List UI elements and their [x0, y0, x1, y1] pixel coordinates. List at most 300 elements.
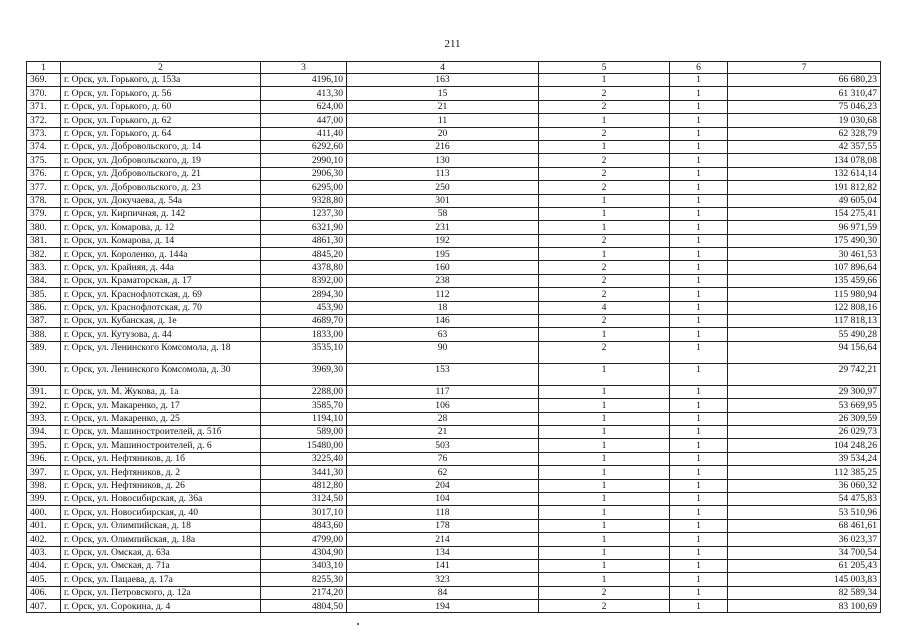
col6-cell: 1	[670, 154, 728, 167]
area-cell: 3225,40	[261, 452, 347, 465]
table-row	[27, 412, 881, 425]
address-cell: г. Орск, ул. Горького, д. 62	[61, 114, 261, 127]
table-row	[27, 127, 881, 140]
table-row	[27, 363, 881, 385]
row-number: 393.	[27, 412, 61, 425]
table-row	[27, 341, 881, 363]
address-cell: г. Орск, ул. Крайняя, д. 44а	[61, 261, 261, 274]
amount-cell: 34 700,54	[728, 546, 881, 559]
area-cell: 8392,00	[261, 274, 347, 287]
row-number: 376.	[27, 167, 61, 180]
area-cell: 15480,00	[261, 439, 347, 452]
amount-cell: 53 510,96	[728, 506, 881, 519]
address-cell: г. Орск, ул. Олимпийская, д. 18а	[61, 533, 261, 546]
col5-cell: 2	[539, 154, 670, 167]
area-cell: 8255,30	[261, 573, 347, 586]
table-row	[27, 399, 881, 412]
residents-cell: 178	[347, 519, 539, 532]
row-number: 397.	[27, 466, 61, 479]
amount-cell: 83 100,69	[728, 600, 881, 613]
area-cell: 4812,80	[261, 479, 347, 492]
address-cell: г. Орск, ул. Омская, д. 71а	[61, 559, 261, 572]
col6-cell: 1	[670, 74, 728, 87]
area-cell: 2894,30	[261, 288, 347, 301]
col6-cell: 1	[670, 181, 728, 194]
col6-cell: 1	[670, 140, 728, 153]
residents-cell: 76	[347, 452, 539, 465]
col6-cell: 1	[670, 506, 728, 519]
address-cell: г. Орск, ул. Добровольского, д. 21	[61, 167, 261, 180]
housing-registry-table	[26, 61, 881, 613]
amount-cell: 191 812,82	[728, 181, 881, 194]
amount-cell: 75 046,23	[728, 100, 881, 113]
table-row	[27, 181, 881, 194]
residents-cell: 18	[347, 301, 539, 314]
area-cell: 4861,30	[261, 234, 347, 247]
area-cell: 3535,10	[261, 341, 347, 363]
area-cell: 447,00	[261, 114, 347, 127]
table-row	[27, 533, 881, 546]
area-cell: 3124,50	[261, 492, 347, 505]
row-number: 377.	[27, 181, 61, 194]
table-row	[27, 479, 881, 492]
col5-cell: 1	[539, 74, 670, 87]
col5-cell: 1	[539, 519, 670, 532]
col5-cell: 2	[539, 234, 670, 247]
col5-cell: 1	[539, 412, 670, 425]
col5-cell: 1	[539, 399, 670, 412]
row-number: 378.	[27, 194, 61, 207]
col5-cell: 2	[539, 600, 670, 613]
area-cell: 4689,70	[261, 315, 347, 328]
col6-cell: 1	[670, 466, 728, 479]
area-cell: 2990,10	[261, 154, 347, 167]
area-cell: 453,90	[261, 301, 347, 314]
amount-cell: 19 030,68	[728, 114, 881, 127]
address-cell: г. Орск, ул. Добровольского, д. 14	[61, 140, 261, 153]
amount-cell: 145 003,83	[728, 573, 881, 586]
row-number: 371.	[27, 100, 61, 113]
area-cell: 2288,00	[261, 385, 347, 398]
address-cell: г. Орск, ул. Сорокина, д. 4	[61, 600, 261, 613]
col6-cell: 1	[670, 412, 728, 425]
residents-cell: 113	[347, 167, 539, 180]
col5-cell: 1	[539, 492, 670, 505]
col5-cell: 2	[539, 315, 670, 328]
row-number: 389.	[27, 341, 61, 363]
col5-cell: 4	[539, 301, 670, 314]
residents-cell: 63	[347, 328, 539, 341]
amount-cell: 26 029,73	[728, 425, 881, 438]
amount-cell: 68 461,61	[728, 519, 881, 532]
area-cell: 1833,00	[261, 328, 347, 341]
col5-cell: 2	[539, 288, 670, 301]
table-row	[27, 140, 881, 153]
residents-cell: 15	[347, 87, 539, 100]
column-header: 1	[27, 62, 61, 74]
table-row	[27, 301, 881, 314]
residents-cell: 118	[347, 506, 539, 519]
area-cell: 4804,50	[261, 600, 347, 613]
residents-cell: 250	[347, 181, 539, 194]
row-number: 383.	[27, 261, 61, 274]
row-number: 386.	[27, 301, 61, 314]
col5-cell: 1	[539, 506, 670, 519]
col5-cell: 2	[539, 100, 670, 113]
amount-cell: 175 490,30	[728, 234, 881, 247]
col6-cell: 1	[670, 519, 728, 532]
area-cell: 6295,00	[261, 181, 347, 194]
col5-cell: 1	[539, 248, 670, 261]
address-cell: г. Орск, ул. Ленинского Комсомола, д. 18	[61, 341, 261, 363]
address-cell: г. Орск, ул. Кутузова, д. 44	[61, 328, 261, 341]
table-row	[27, 425, 881, 438]
table-row	[27, 114, 881, 127]
address-cell: г. Орск, ул. Нефтяников, д. 1б	[61, 452, 261, 465]
address-cell: г. Орск, ул. Краматорская, д. 17	[61, 274, 261, 287]
col6-cell: 1	[670, 586, 728, 599]
residents-cell: 163	[347, 74, 539, 87]
row-number: 398.	[27, 479, 61, 492]
residents-cell: 204	[347, 479, 539, 492]
table-row	[27, 519, 881, 532]
col6-cell: 1	[670, 328, 728, 341]
amount-cell: 117 818,13	[728, 315, 881, 328]
address-cell: г. Орск, ул. Петровского, д. 12а	[61, 586, 261, 599]
residents-cell: 160	[347, 261, 539, 274]
row-number: 407.	[27, 600, 61, 613]
col6-cell: 1	[670, 127, 728, 140]
residents-cell: 192	[347, 234, 539, 247]
row-number: 391.	[27, 385, 61, 398]
address-cell: г. Орск, ул. Докучаева, д. 54а	[61, 194, 261, 207]
amount-cell: 29 300,97	[728, 385, 881, 398]
col5-cell: 1	[539, 385, 670, 398]
address-cell: г. Орск, ул. Нефтяников, д. 2	[61, 466, 261, 479]
residents-cell: 28	[347, 412, 539, 425]
col6-cell: 1	[670, 234, 728, 247]
col5-cell: 1	[539, 363, 670, 385]
col5-cell: 2	[539, 261, 670, 274]
scan-dot	[357, 623, 359, 625]
col6-cell: 1	[670, 301, 728, 314]
amount-cell: 61 310,47	[728, 87, 881, 100]
amount-cell: 62 328,79	[728, 127, 881, 140]
table-row	[27, 261, 881, 274]
residents-cell: 214	[347, 533, 539, 546]
table-row	[27, 559, 881, 572]
address-cell: г. Орск, ул. Короленко, д. 144а	[61, 248, 261, 261]
row-number: 369.	[27, 74, 61, 87]
col6-cell: 1	[670, 261, 728, 274]
amount-cell: 82 589,34	[728, 586, 881, 599]
col6-cell: 1	[670, 363, 728, 385]
col5-cell: 1	[539, 439, 670, 452]
address-cell: г. Орск, ул. Макаренко, д. 25	[61, 412, 261, 425]
col5-cell: 2	[539, 167, 670, 180]
row-number: 390.	[27, 363, 61, 385]
table-row	[27, 546, 881, 559]
row-number: 374.	[27, 140, 61, 153]
amount-cell: 132 614,14	[728, 167, 881, 180]
row-number: 406.	[27, 586, 61, 599]
col6-cell: 1	[670, 87, 728, 100]
address-cell: г. Орск, ул. Новосибирская, д. 40	[61, 506, 261, 519]
residents-cell: 21	[347, 425, 539, 438]
table-header-row	[27, 62, 881, 74]
col6-cell: 1	[670, 559, 728, 572]
residents-cell: 58	[347, 207, 539, 220]
col6-cell: 1	[670, 274, 728, 287]
col5-cell: 2	[539, 87, 670, 100]
col6-cell: 1	[670, 600, 728, 613]
residents-cell: 195	[347, 248, 539, 261]
col6-cell: 1	[670, 315, 728, 328]
col5-cell: 1	[539, 546, 670, 559]
area-cell: 3585,70	[261, 399, 347, 412]
address-cell: г. Орск, ул. Кирпичная, д. 142	[61, 207, 261, 220]
row-number: 372.	[27, 114, 61, 127]
row-number: 402.	[27, 533, 61, 546]
table-row	[27, 154, 881, 167]
address-cell: г. Орск, ул. Комарова, д. 14	[61, 234, 261, 247]
amount-cell: 53 669,95	[728, 399, 881, 412]
row-number: 373.	[27, 127, 61, 140]
area-cell: 2174,20	[261, 586, 347, 599]
residents-cell: 106	[347, 399, 539, 412]
col6-cell: 1	[670, 341, 728, 363]
col5-cell: 2	[539, 181, 670, 194]
amount-cell: 39 534,24	[728, 452, 881, 465]
col6-cell: 1	[670, 533, 728, 546]
col6-cell: 1	[670, 221, 728, 234]
area-cell: 413,30	[261, 87, 347, 100]
row-number: 370.	[27, 87, 61, 100]
table-row	[27, 452, 881, 465]
table-row	[27, 600, 881, 613]
col5-cell: 2	[539, 274, 670, 287]
table-row	[27, 234, 881, 247]
address-cell: г. Орск, ул. М. Жукова, д. 1а	[61, 385, 261, 398]
row-number: 400.	[27, 506, 61, 519]
amount-cell: 29 742,21	[728, 363, 881, 385]
col5-cell: 1	[539, 466, 670, 479]
amount-cell: 36 060,32	[728, 479, 881, 492]
row-number: 395.	[27, 439, 61, 452]
col5-cell: 1	[539, 452, 670, 465]
address-cell: г. Орск, ул. Олимпийская, д. 18	[61, 519, 261, 532]
col6-cell: 1	[670, 288, 728, 301]
col6-cell: 1	[670, 114, 728, 127]
row-number: 385.	[27, 288, 61, 301]
table-row	[27, 194, 881, 207]
table-row	[27, 506, 881, 519]
residents-cell: 21	[347, 100, 539, 113]
column-header: 4	[347, 62, 539, 74]
amount-cell: 61 205,43	[728, 559, 881, 572]
area-cell: 9328,80	[261, 194, 347, 207]
row-number: 381.	[27, 234, 61, 247]
table-row	[27, 586, 881, 599]
col6-cell: 1	[670, 399, 728, 412]
area-cell: 2906,30	[261, 167, 347, 180]
col6-cell: 1	[670, 452, 728, 465]
row-number: 396.	[27, 452, 61, 465]
col6-cell: 1	[670, 425, 728, 438]
col5-cell: 1	[539, 425, 670, 438]
address-cell: г. Орск, ул. Добровольского, д. 19	[61, 154, 261, 167]
col5-cell: 1	[539, 221, 670, 234]
residents-cell: 194	[347, 600, 539, 613]
residents-cell: 112	[347, 288, 539, 301]
row-number: 375.	[27, 154, 61, 167]
row-number: 379.	[27, 207, 61, 220]
residents-cell: 146	[347, 315, 539, 328]
table-row	[27, 87, 881, 100]
amount-cell: 115 980,94	[728, 288, 881, 301]
column-header: 2	[61, 62, 261, 74]
col6-cell: 1	[670, 385, 728, 398]
column-header: 5	[539, 62, 670, 74]
amount-cell: 55 490,28	[728, 328, 881, 341]
area-cell: 4196,10	[261, 74, 347, 87]
residents-cell: 20	[347, 127, 539, 140]
area-cell: 3403,10	[261, 559, 347, 572]
table-row	[27, 74, 881, 87]
row-number: 399.	[27, 492, 61, 505]
address-cell: г. Орск, ул. Пацаева, д. 17а	[61, 573, 261, 586]
residents-cell: 231	[347, 221, 539, 234]
col5-cell: 1	[539, 479, 670, 492]
col5-cell: 1	[539, 207, 670, 220]
col5-cell: 1	[539, 140, 670, 153]
address-cell: г. Орск, ул. Кубанская, д. 1е	[61, 315, 261, 328]
table-row	[27, 315, 881, 328]
area-cell: 4843,60	[261, 519, 347, 532]
residents-cell: 301	[347, 194, 539, 207]
address-cell: г. Орск, ул. Нефтяников, д. 26	[61, 479, 261, 492]
address-cell: г. Орск, ул. Машиностроителей, д. 6	[61, 439, 261, 452]
residents-cell: 323	[347, 573, 539, 586]
residents-cell: 130	[347, 154, 539, 167]
address-cell: г. Орск, ул. Ленинского Комсомола, д. 30	[61, 363, 261, 385]
amount-cell: 30 461,53	[728, 248, 881, 261]
col6-cell: 1	[670, 546, 728, 559]
row-number: 401.	[27, 519, 61, 532]
row-number: 384.	[27, 274, 61, 287]
address-cell: г. Орск, ул. Краснофлотская, д. 70	[61, 301, 261, 314]
col6-cell: 1	[670, 492, 728, 505]
residents-cell: 503	[347, 439, 539, 452]
area-cell: 3017,10	[261, 506, 347, 519]
area-cell: 589,00	[261, 425, 347, 438]
area-cell: 3969,30	[261, 363, 347, 385]
area-cell: 1194,10	[261, 412, 347, 425]
row-number: 405.	[27, 573, 61, 586]
residents-cell: 90	[347, 341, 539, 363]
col5-cell: 2	[539, 341, 670, 363]
amount-cell: 54 475,83	[728, 492, 881, 505]
residents-cell: 117	[347, 385, 539, 398]
amount-cell: 94 156,64	[728, 341, 881, 363]
col5-cell: 1	[539, 533, 670, 546]
col6-cell: 1	[670, 167, 728, 180]
col6-cell: 1	[670, 248, 728, 261]
area-cell: 1237,30	[261, 207, 347, 220]
area-cell: 3441,30	[261, 466, 347, 479]
amount-cell: 26 309,59	[728, 412, 881, 425]
table-row	[27, 100, 881, 113]
residents-cell: 141	[347, 559, 539, 572]
table-row	[27, 207, 881, 220]
residents-cell: 104	[347, 492, 539, 505]
residents-cell: 153	[347, 363, 539, 385]
area-cell: 4378,80	[261, 261, 347, 274]
col6-cell: 1	[670, 100, 728, 113]
table-row	[27, 274, 881, 287]
table-row	[27, 221, 881, 234]
amount-cell: 112 385,25	[728, 466, 881, 479]
residents-cell: 134	[347, 546, 539, 559]
col5-cell: 2	[539, 586, 670, 599]
column-header: 3	[261, 62, 347, 74]
row-number: 404.	[27, 559, 61, 572]
table-row	[27, 385, 881, 398]
table-row	[27, 248, 881, 261]
amount-cell: 36 023,37	[728, 533, 881, 546]
col6-cell: 1	[670, 573, 728, 586]
address-cell: г. Орск, ул. Горького, д. 153а	[61, 74, 261, 87]
amount-cell: 135 459,66	[728, 274, 881, 287]
row-number: 382.	[27, 248, 61, 261]
area-cell: 4799,00	[261, 533, 347, 546]
residents-cell: 216	[347, 140, 539, 153]
amount-cell: 66 680,23	[728, 74, 881, 87]
address-cell: г. Орск, ул. Омская, д. 63а	[61, 546, 261, 559]
page-number: 211	[444, 38, 461, 50]
table-row	[27, 328, 881, 341]
address-cell: г. Орск, ул. Комарова, д. 12	[61, 221, 261, 234]
col5-cell: 1	[539, 328, 670, 341]
area-cell: 624,00	[261, 100, 347, 113]
row-number: 388.	[27, 328, 61, 341]
area-cell: 4304,90	[261, 546, 347, 559]
address-cell: г. Орск, ул. Краснофлотская, д. 69	[61, 288, 261, 301]
col5-cell: 1	[539, 114, 670, 127]
area-cell: 411,40	[261, 127, 347, 140]
row-number: 403.	[27, 546, 61, 559]
address-cell: г. Орск, ул. Горького, д. 56	[61, 87, 261, 100]
amount-cell: 122 808,16	[728, 301, 881, 314]
table-row	[27, 167, 881, 180]
address-cell: г. Орск, ул. Машиностроителей, д. 51б	[61, 425, 261, 438]
area-cell: 4845,20	[261, 248, 347, 261]
col6-cell: 1	[670, 439, 728, 452]
residents-cell: 84	[347, 586, 539, 599]
residents-cell: 238	[347, 274, 539, 287]
table-row	[27, 492, 881, 505]
table-row	[27, 288, 881, 301]
col5-cell: 1	[539, 573, 670, 586]
column-header: 6	[670, 62, 728, 74]
col6-cell: 1	[670, 194, 728, 207]
row-number: 387.	[27, 315, 61, 328]
col6-cell: 1	[670, 479, 728, 492]
amount-cell: 104 248,26	[728, 439, 881, 452]
address-cell: г. Орск, ул. Новосибирская, д. 36а	[61, 492, 261, 505]
area-cell: 6292,60	[261, 140, 347, 153]
amount-cell: 154 275,41	[728, 207, 881, 220]
